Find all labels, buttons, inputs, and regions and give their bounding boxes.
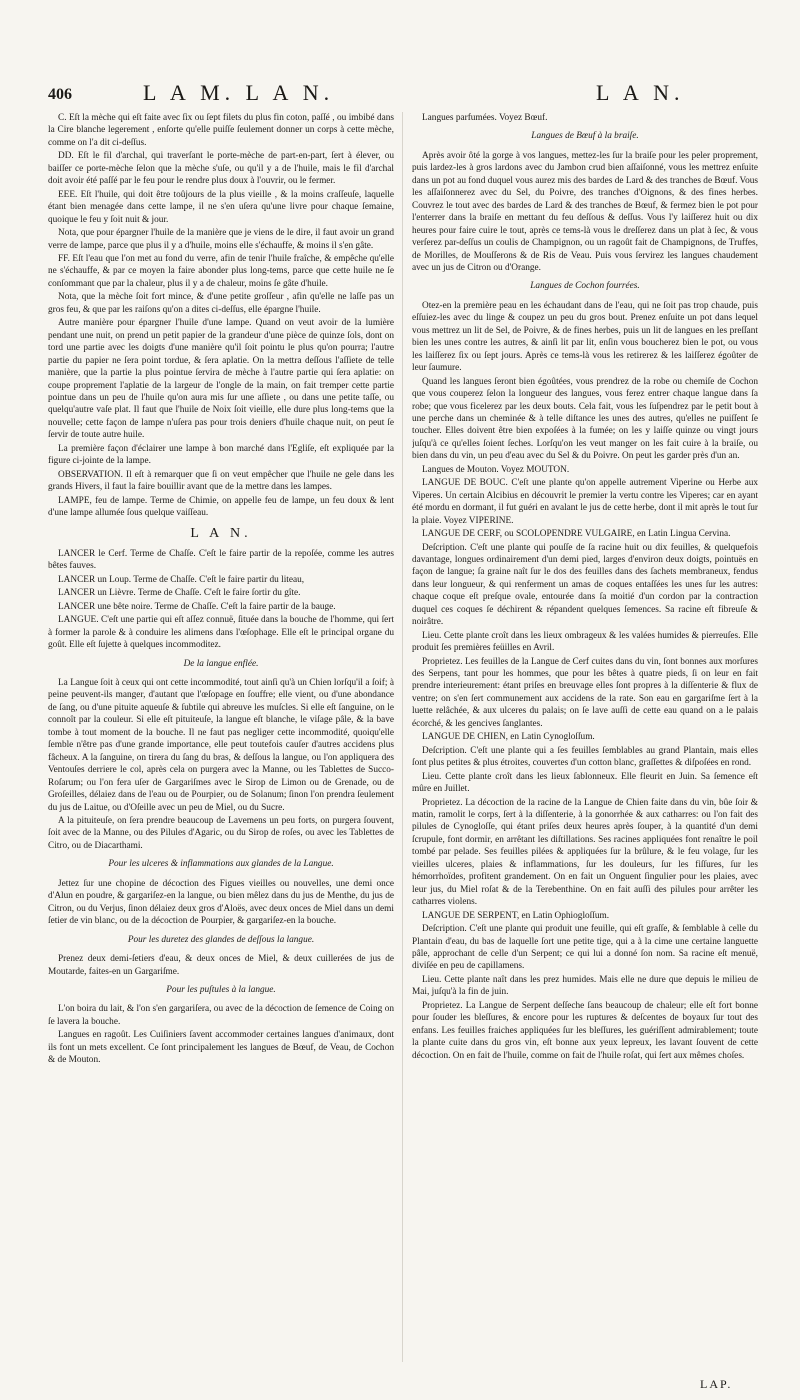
paragraph: Deſcription. C'eſt une plante qui a ſes feuilles ſemblables au grand Plantain, mais elles ſont plus petites & plus étroites, couvertes d'un cotton blanc, graſſettes & diſpoſées en rond.: [412, 745, 758, 769]
paragraph: Autre manière pour épargner l'huile d'une lampe. Quand on veut avoir de la lumière pendant une nuit, on prend un petit papier de la grandeur d'une pièce de quinze ſols, dont on tord une partie avec les doigts d'une manière qu'il ſoit pointu le plus qu'on pourra; l'autre partie du papier ne ſera point tordue, & ſera aplatie. On la mettra deſſous l'aſſiete de telle manière, que la partie la plus pointue ſervira de mèche à l'autre partie qui ſera aplatie: on coupe proprement l'aplatie de la largeur de l'ongle de la main, on fait tremper cette partie pointue dans un peu de l'huile qu'on aura mis ſur une aſſiete , ou dans une petite taſſe, ou quelqu'autre vaſe plat. Il faut que l'huile de Noix ſoit vieille, elle dure plus long-tems que la nouvelle; cette façon de lampe n'uſera pas pour trois deniers d'huile chaque nuit, on peut ſe ſervir de toute autre huile.: [48, 318, 394, 441]
paragraph: Proprietez. La décoction de la racine de la Langue de Chien faite dans du vin, bûe ſoir & matin, ramolit le corps, ſert à la diſſenterie, à la gonorrhée & aux catharres: ou l'on fait des pilules de Cynogloſſe, qui étant priſes deux heures après ſouper, à la quantité d'un demi ſcrupule, font dormir, en arrêtant les diſtillations. Ses racines appliquées font renaître le poil tombé par pelade. Ses feuilles pilées & appliquées ſur la brûlure, & le feu volage, ſur les vieilles ulceres, plaies & inflammations, ſur les douleurs, ſur les fiſſures, ſur les hémorrhoïdes, profitent grandement. On en fait un Onguent ſingulier pour les plaies, avec leur jus, du Miel roſat & de la Terebenthine. On en fait auſſi des pilules pour arrêter les catharres violens.: [412, 797, 758, 908]
paragraph: Lieu. Cette plante naît dans les prez humides. Mais elle ne dure que depuis le milieu de Mai, juſqu'à la fin de juin.: [412, 974, 758, 998]
section-heading: De la langue enflée.: [183, 658, 259, 669]
paragraph: EEE. Eſt l'huile, qui doit être toûjours de la plus vieille , & la moins craſſeuſe, laquelle étant bien menagée dans cette lampe, il ne s'en uſera qu'une livre pour chaque ſemaine, quoique le feu y ſoit nuit & jour.: [48, 189, 394, 225]
paragraph: LANGUE DE SERPENT, en Latin Ophiogloſſum.: [422, 910, 610, 921]
paragraph: LAMPE, feu de lampe. Terme de Chimie, on appelle feu de lampe, un feu doux & lent d'une lampe allumée ſous quelque vaiſſeau.: [48, 495, 394, 519]
paragraph: Deſcription. C'eſt une plante qui produit une feuille, qui eſt graſſe, & ſemblable à celle du Plantain d'eau, du bas de laquelle ſort une petite tige, qui a à la cime une certaine languette pâle, approchant de celle d'un Serpent; ce qui lui a donné ſon nom. Sa racine eſt menuë, diviſée en peu de capillamens.: [412, 924, 758, 972]
paragraph: Proprietez. La Langue de Serpent deſſeche ſans beaucoup de chaleur; elle eſt fort bonne pour ſouder les bleſſures, & encore pour les ruptures & deſcentes de boyaux ſur tout des enfans. Les feuilles fraiches appliquées ſur les bleſſures, les guériſſent admirablement; toute la plante cuite dans du gros vin, eſt bonne aux yeux lepreux, les lavant ſouvent de cette décoction. On en fait de l'huile, comme on fait de l'huile roſat, qui ſert aux mêmes choſes.: [412, 1000, 758, 1061]
paragraph: Prenez deux demi-ſetiers d'eau, & deux onces de Miel, & deux cuillerées de jus de Moutarde, faites-en un Gargariſme.: [48, 954, 394, 977]
section-heading: Pour les ulceres & inflammations aux glandes de la Langue.: [108, 859, 334, 870]
paragraph: Nota, que pour épargner l'huile de la manière que je viens de le dire, il faut avoir un grand verre de lampe, parce que plus il y a d'huile, moins elle s'échauffe, & moins il s'en gâte.: [48, 228, 394, 251]
section-heading: Langues de Cochon fourrées.: [530, 281, 640, 292]
paragraph: Nota, que la mèche ſoit fort mince, & d'une petite groſſeur , afin qu'elle ne laſſe pas un gros feu, & que par les raiſons qu'on a dites ci-deſſus, elle épargne l'huile.: [48, 292, 394, 315]
paragraph: LANGUE DE CHIEN, en Latin Cynogloſſum.: [422, 732, 595, 743]
paragraph: L'on boira du lait, & l'on s'en gargariſera, ou avec de la décoction de ſemence de Coing on ſe lavera la bouche.: [48, 1004, 394, 1027]
paragraph: LANGUE DE BOUC. C'eſt une plante qu'on appelle autrement Viperine ou Herbe aux Viperes. Un certain Alcibius en découvrit le premier la vertu contre les Viperes; car en ayant été mordu en dormant, il fut guéri en avalant le jus de cette herbe, dont il mit après le tout ſur la plaie. Voyez VIPERINE.: [412, 478, 758, 526]
section-heading: Pour les puſtules à la langue.: [166, 985, 276, 995]
paragraph: Lieu. Cette plante croît dans les lieux ombrageux & les valées humides & pierreuſes. Elle produit ſes premières feüilles en Avril.: [412, 630, 758, 654]
paragraph: LANCER un Loup. Terme de Chaſſe. C'eſt le faire partir du liteau,: [58, 574, 305, 585]
left-column: [48, 112, 394, 1372]
section-title: L A N.: [190, 525, 252, 541]
paragraph: FF. Eſt l'eau que l'on met au fond du verre, afin de tenir l'huile fraîche, & empêche qu'elle ne s'échauffe, & par ce moyen la faire abonder plus long-tems, parce que cette huile ne ſe conſommant que par la chaleur, plus il y a de chaleur, moins ſe gâte d'huile.: [48, 253, 394, 289]
paragraph: Otez-en la première peau en les échaudant dans de l'eau, qui ne ſoit pas trop chaude, puis eſſuiez-les avec du linge & coupez un peu du gros bout. Prenez enſuite un pot dans lequel vous mettrez un lit de Sel, de Poivre, & de fines herbes, puis un lit de langues en les preſſant bien les unes contre les autres, & ainſi lit par lit, enſin vous boucherez bien le pot, ou vous les laiſſerez ſix ou ſept jours. Après ce tems-là vous les retirerez & les laiſſerez égoûter de leur ſaumure.: [412, 300, 758, 374]
running-head-left: L A M. L A N.: [143, 80, 335, 105]
paragraph: Après avoir ôté la gorge à vos langues, mettez-les ſur la braiſe pour les peler proprement, puis lardez-les à gros lardons avec du Jambon crud bien aſſaiſonné, vous les mettrez enſuite dans un pot au fond duquel vous aurez mis des bardes de Lard & des tranches de Bœuf. Vous les aſſaiſonnerez avec du Sel, du Poivre, des tranches d'Oignons, & des fines herbes. Couvrez le tout avec des bardes de Lard & des tranches de Bœuf, & fermez bien le pot pour l'enterrer dans la braiſe en mettant du feu deſſous & deſſus. Vous l'y laiſſerez huit ou dix heures pour faire cuire le tout, après ce tems-là vous le dreſſerez dans un plat à ſec, & vous verſerez par-deſſus un coulis de Champignon, ou un ragoût fait de Champignons, de Truffes, de Morilles, de Mouſſerons & de Ris de Veau. Puis vous ſervirez les langues chaudement avec un jus de Citron ou d'Orange.: [412, 150, 758, 273]
paragraph: Langues parfumées. Voyez Bœuf.: [422, 113, 548, 123]
paragraph: OBSERVATION. Il eſt à remarquer que ſi on veut empêcher que l'huile ne gele dans les grands Hivers, il faut la faire bouillir avant que de la mettre dans les lampes.: [48, 469, 394, 493]
paragraph: Langues en ragoût. Les Cuiſiniers ſavent accommoder certaines langues d'animaux, dont ils font un mets excellent. Ce ſont principalement les langues de Bœuf, de Veau, de Cochon & de Mouton.: [48, 1030, 394, 1066]
paragraph: Lieu. Cette plante croît dans les lieux ſablonneux. Elle fleurit en Juin. Sa ſemence eſt mûre en Juillet.: [412, 771, 758, 795]
paragraph: Jettez ſur une chopine de décoction des Figues vieilles ou nouvelles, une demi once d'Alun en poudre, & gargariſez-en la langue, ou bien mêlez dans du jus de Menthe, du jus de Citron, ou du Verjus, ſinon délaiez deux gros d'Aloës, avec deux onces de Miel dans un demi ſetier de vin blanc, ou de la décoction de Pourpier, & gargariſez-en la bouche.: [48, 878, 394, 927]
column-divider: [402, 112, 403, 1362]
paragraph: LANCER le Cerf. Terme de Chaſſe. C'eſt le faire partir de la repoſée, comme les autres bêtes fauves.: [48, 548, 394, 572]
paragraph: LANGUE DE CERF, ou SCOLOPENDRE VULGAIRE, en Latin Lingua Cervina.: [422, 529, 731, 540]
catchword: LAP.: [700, 1377, 733, 1391]
paragraph: LANCER un Lièvre. Terme de Chaſſe. C'eſt le faire ſortir du gîte.: [58, 588, 301, 599]
paragraph: C. Eſt la mèche qui eſt faite avec ſix ou ſept filets du plus fin coton, paſſé , ou imbibé dans la Cire blanche legerement , enſorte qu'elle puiſſe ſeulement donner un corps à cette mèche, comme on l'a dit ci-deſſus.: [48, 113, 394, 148]
section-heading: Langues de Bœuf à la braiſe.: [531, 131, 639, 142]
paragraph: La Langue ſoit à ceux qui ont cette incommodité, tout ainſi qu'à un Chien lorſqu'il a ſoif; à peine peuvent-ils manger, d'autant que l'œſopage en ſouffre; elle vient, ou d'une abondance de ſang, ou d'une pituite aqueuſe & ſubtile qui abreuve les muſcles. Si elle eſt ſanguine, on le connoît par la couleur. Si elle eſt pituiteuſe, la langue eſt blanche, le viſage pâle, & la bave tombe à tout moment de la bouche. Il ne faut pas negliger cette incommodité, quoiqu'elle ſemble n'être pas d'une grande importance, elle peut toutefois cauſer d'autres accidens plus fâcheux. A la ſanguine, on tirera du ſang du bras, & deſſous la langue, ou l'on appliquera des Ventouſes derriere le col, après cela on purgera avec la Manne, ou les Tablettes de Succo-Roſarum; ou l'on fera uſer de Gargariſmes avec le Sirop de Limon ou de Grenade, ou de Groſeilles, délaiez dans de l'eau ou de Pourpier, ou de Solanum; ſinon l'on prendra ſeulement du jus de Laitue, ou d'Oſeille avec un peu de Miel, ou du Sucre.: [48, 678, 394, 813]
running-header: [48, 80, 758, 108]
paragraph: LANGUE. C'eſt une partie qui eſt aſſez connuë, ſituée dans la bouche de l'homme, qui ſert à former la parole & à conduire les alimens dans l'œſophage. Elle eſt le principal organe du goût. Elle eſt ſujette à quelques incommoditez.: [48, 615, 394, 651]
paragraph: A la pituiteuſe, on ſera prendre beaucoup de Lavemens un peu forts, on purgera ſouvent, ſoit avec de la Manne, ou des Pilules d'Agaric, ou du Sirop de roſes, ou avec les Tablettes de Citro, ou de Diacarthami.: [48, 816, 394, 851]
paragraph: Deſcription. C'eſt une plante qui pouſſe de ſa racine huit ou dix feuilles, & quelquefois davantage, longues ordinairement d'un demi pied, larges d'environ deux doigts, pointuës en façon de langue; ſa graine naît ſur le dos des feuilles dans des ſachets membraneux, fendus dans leur longueur, & qui renferment un amas de coques entaſſées les unes ſur les autres: chaque coque eſt preſque ovale, entourée dans ſa moitié d'un cordon par la contraction duquel ces coques ſe déchirent & répandent quelques ſemences. Sa racine eſt fibreuſe & noirâtre.: [412, 542, 758, 628]
paragraph: La première façon d'éclairer une lampe à bon marché dans l'Egliſe, eſt expliquée par la figure ci-jointe de la lampe.: [48, 443, 394, 467]
paragraph: DD. Eſt le fil d'archal, qui traverſant le porte-mèche de part-en-part, ſert à élever, ou baiſſer ce porte-mèche ſelon que la mèche s'uſe, ou qu'il y a de l'huile, mais le fil d'archal doit avoir été paſſé par le feu pour le rendre plus doux à l'ouvrir, ou le fermer.: [48, 151, 394, 187]
running-head-right: L A N.: [596, 80, 685, 105]
paragraph: Langues de Mouton. Voyez MOUTON.: [422, 464, 570, 475]
paragraph: Proprietez. Les feuilles de la Langue de Cerf cuites dans du vin, ſont bonnes aux morſures des Serpens, tant pour les hommes, que pour les bêtes à quatre pieds, ſi on leur en fait prendre interieurement: étant priſes en breuvage elles ſont propres à la diſſenterie & flux de ventre; on s'en ſert communement aux accidens de la rate. Son eau en gargariſme ſert à la luette relâchée, & aux ulceres du palais; on ſe lave auſſi de cette eau quand on a le palais écorché, & les gencives ſanglantes.: [412, 656, 758, 729]
page-number: 406: [48, 86, 72, 103]
right-column: [412, 112, 758, 1372]
paragraph: LANCER une bête noire. Terme de Chaſſe. C'eſt la faire partir de la bauge.: [58, 601, 336, 612]
paragraph: Quand les langues ſeront bien égoûtées, vous prendrez de la robe ou chemiſe de Cochon que vous couperez ſelon la longueur des langues, vous ferez entrer chaque langue dans ſa robe; que vous ficelerez par les deux bouts. Cela fait, vous les ſuſpendrez par le petit bout à une perche dans un cheminée & à telle diſtance les unes des autres, qu'elles ne puiſſent ſe toucher. Elles doivent être bien expoſées à la fumée; on les y laiſſe quinze ou vingt jours juſqu'à ce qu'elles ſoient ſeches. Lorſqu'on les veut manger on les fait cuire à la braiſe, ou bien dans du vin, un peu d'eau avec du Sel & du Poivre. On peut les garder près d'un an.: [412, 376, 758, 462]
section-heading: Pour les duretez des glandes de deſſous la langue.: [127, 934, 315, 945]
